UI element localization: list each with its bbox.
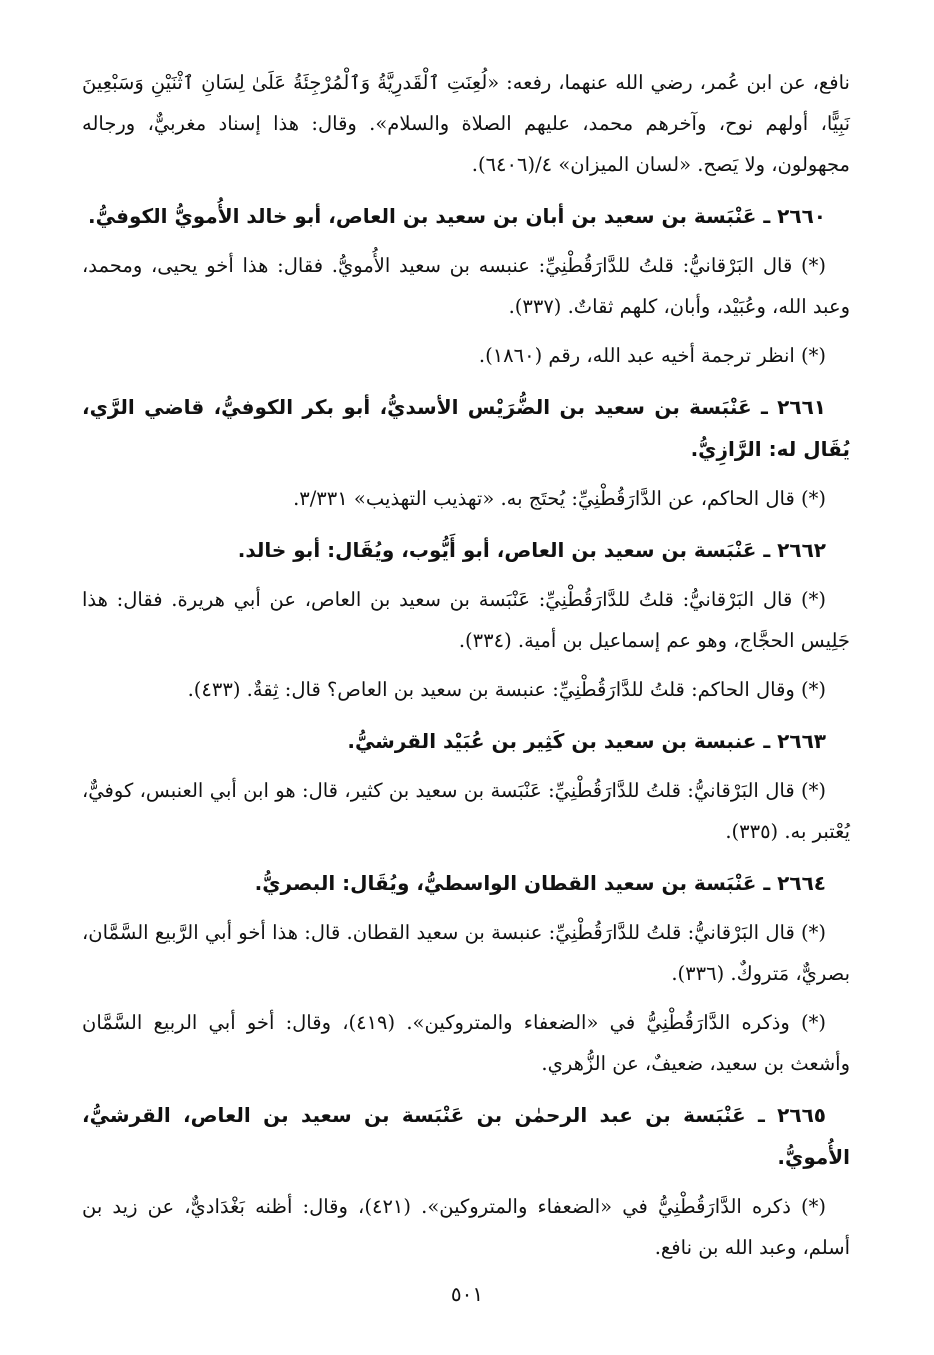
intro-paragraph: نافع، عن ابن عُمر، رضي الله عنهما، رفعه: «لُعِنَتِ ٱلْقَدرِيَّةُ وَٱلْمُرْجِئَةُ عَلَىٰ لِسَانِ ٱثْنَيْنِ وَسَبْعِينَ نَبِيًّا، أولهم نوح، وآخرهم محمد، عليهم الصلاة والسلام». وقال: هذا إسناد مغربيٌّ، ورجاله مجهولون، ولا يَصح. «لسان الميزان» ٤/(٦٤٠٦). bbox=[82, 71, 850, 176]
entry-2661 bbox=[82, 386, 850, 519]
entry-note: (*) ذكره الدَّارَقُطْنِيُّ في «الضعفاء والمتروكين». (٤٢١)، وقال: أظنه بَغْدَاديٌّ، عن زيد بن أسلم، وعبد الله بن نافع. bbox=[82, 1195, 850, 1259]
entry-note: (*) قال البَرْقانيُّ: قلتُ للدَّارَقُطْنِيِّ: عَنْبَسة بن سعيد بن العاص، عن أبي هريرة. فقال: هذا جَلِيس الحجَّاج، وهو عم إسماعيل بن أمية. (٣٣٤). bbox=[82, 588, 850, 652]
entry-heading: ٢٦٦٣ ـ عنبسة بن سعيد بن كَثِير بن عُبَيْد القرشيُّ. bbox=[347, 729, 826, 753]
entry-note: (*) قال البَرْقانيُّ: قلتُ للدَّارَقُطْنِيِّ: عنبسه بن سعيد الأُمويُّ. فقال: هذا أخو يحيى، ومحمد، وعبد الله، وعُبَيْد، وأبان، كلهم ثقاتٌ. (٣٣٧). bbox=[82, 254, 850, 318]
entry-note: (*) قال البَرْقانيُّ: قلتُ للدَّارَقُطْنِيِّ: عَنْبَسة بن سعيد بن كثير، قال: هو ابن أبي العنبس، كوفيٌّ، يُعْتبر به. (٣٣٥). bbox=[82, 779, 850, 843]
entry-note: (*) وذكره الدَّارَقُطْنِيُّ في «الضعفاء والمتروكين». (٤١٩)، وقال: أخو أبي الربيع السَّمَّان وأشعث بن سعيد، ضعيفٌ، عن الزُّهري. bbox=[82, 1011, 850, 1075]
page-number: ٥٠١ bbox=[450, 1282, 484, 1306]
entry-2663 bbox=[82, 720, 850, 852]
entry-heading: ٢٦٦٤ ـ عَنْبَسة بن سعيد القطان الواسطيُّ، ويُقَال: البصريُّ. bbox=[254, 871, 826, 895]
entry-heading: ٢٦٦٢ ـ عَنْبَسة بن سعيد بن العاص، أبو أَيُّوب، ويُقَال: أبو خالد. bbox=[237, 538, 826, 562]
entry-heading: ٢٦٦١ ـ عَنْبَسة بن سعيد بن الضُّرَيْس الأسديُّ، أبو بكر الكوفيُّ، قاضي الرَّي، يُقَال له: الرَّازِيُّ. bbox=[82, 395, 850, 461]
entry-heading: ٢٦٦٥ ـ عَنْبَسة بن عبد الرحمٰن بن عَنْبَسة بن سعيد بن العاص، القرشيُّ، الأُمويُّ. bbox=[82, 1103, 850, 1169]
entry-note: (*) قال الحاكم، عن الدَّارَقُطْنِيِّ: يُحتَج به. «تهذيب التهذيب» ٣/٣٣١. bbox=[293, 487, 826, 510]
entry-2660 bbox=[82, 195, 850, 376]
entry-note: (*) انظر ترجمة أخيه عبد الله، رقم (١٨٦٠). bbox=[478, 344, 826, 367]
entry-2665 bbox=[82, 1094, 850, 1268]
entry-note: (*) قال البَرْقانيُّ: قلتُ للدَّارَقُطْنِيِّ: عنبسة بن سعيد القطان. قال: هذا أخو أبي الرَّبيع السَّمَّان، بصريٌّ، مَتروكٌ. (٣٣٦). bbox=[82, 921, 850, 985]
entry-2662 bbox=[82, 529, 850, 710]
entry-2664 bbox=[82, 862, 850, 1084]
entry-note: (*) وقال الحاكم: قلتُ للدَّارَقُطْنِيِّ: عنبسة بن سعيد بن العاص؟ قال: ثِقةٌ. (٤٣٣). bbox=[187, 678, 826, 701]
entry-heading: ٢٦٦٠ ـ عَنْبَسة بن سعيد بن أبان بن سعيد بن العاص، أبو خالد الأُمويُّ الكوفيُّ. bbox=[88, 204, 826, 228]
